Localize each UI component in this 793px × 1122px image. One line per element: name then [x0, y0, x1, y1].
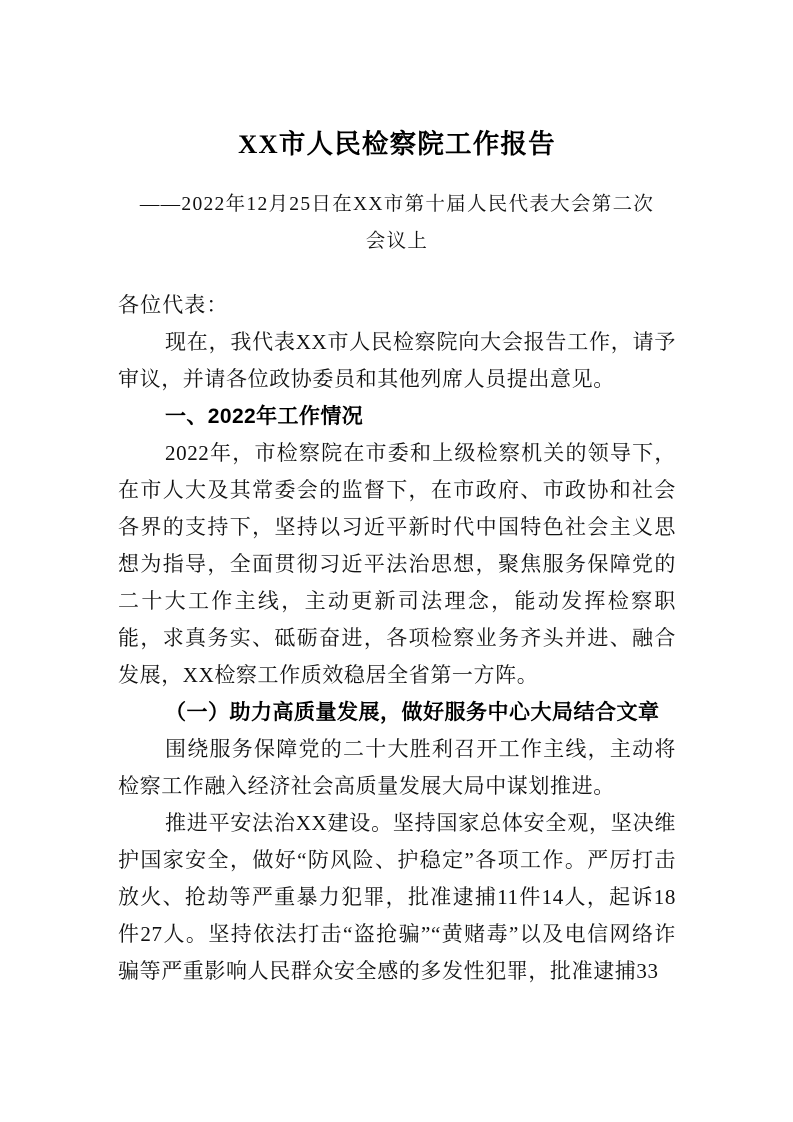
- subsection-1-paragraph-1: 围绕服务保障党的二十大胜利召开工作主线，主动将检察工作融入经济社会高质量发展大局中谋划推进。: [118, 737, 676, 799]
- subtitle-line-date: ——2022年12月25日在XX市第十届人民代表大会第二次: [139, 194, 655, 216]
- section-heading-1: 一、2022年工作情况: [165, 405, 364, 429]
- subtitle-line-meeting: 会议上: [365, 231, 429, 253]
- document-subtitle: [118, 161, 676, 260]
- document-content: [118, 0, 676, 990]
- page-title: XX市人民检察院工作报告: [238, 129, 556, 159]
- section-1-paragraph: 2022年，市检察院在市委和上级检察机关的领导下，在市人大及其常委会的监督下，在市政府、市政协和社会各界的支持下，坚持以习近平新时代中国特色社会主义思想为指导，全面贯彻习近平法治思想，聚焦服务保障党的二十大工作主线，主动更新司法理念，能动发挥检察职能，求真务实、砥砺奋进，各项检察业务齐头并进、融合发展，XX检察工作质效稳居全省第一方阵。: [118, 441, 676, 688]
- subsection-heading-1: （一）助力高质量发展，做好服务中心大局结合文章: [165, 700, 660, 725]
- intro-paragraph: 现在，我代表XX市人民检察院向大会报告工作，请予审议，并请各位政协委员和其他列席人员提出意见。: [118, 330, 676, 392]
- subsection-1-paragraph-2: 推进平安法治XX建设。坚持国家总体安全观，坚决维护国家安全，做好“防风险、护稳定”各项工作。严厉打击放火、抢劫等严重暴力犯罪，批准逮捕11件14人，起诉18件27人。坚持依法打击“盗抢骗”“黄赌毒”以及电信网络诈骗等严重影响人民群众安全感的多发性犯罪，批准逮捕33: [118, 811, 676, 984]
- salutation: 各位代表：: [118, 293, 229, 318]
